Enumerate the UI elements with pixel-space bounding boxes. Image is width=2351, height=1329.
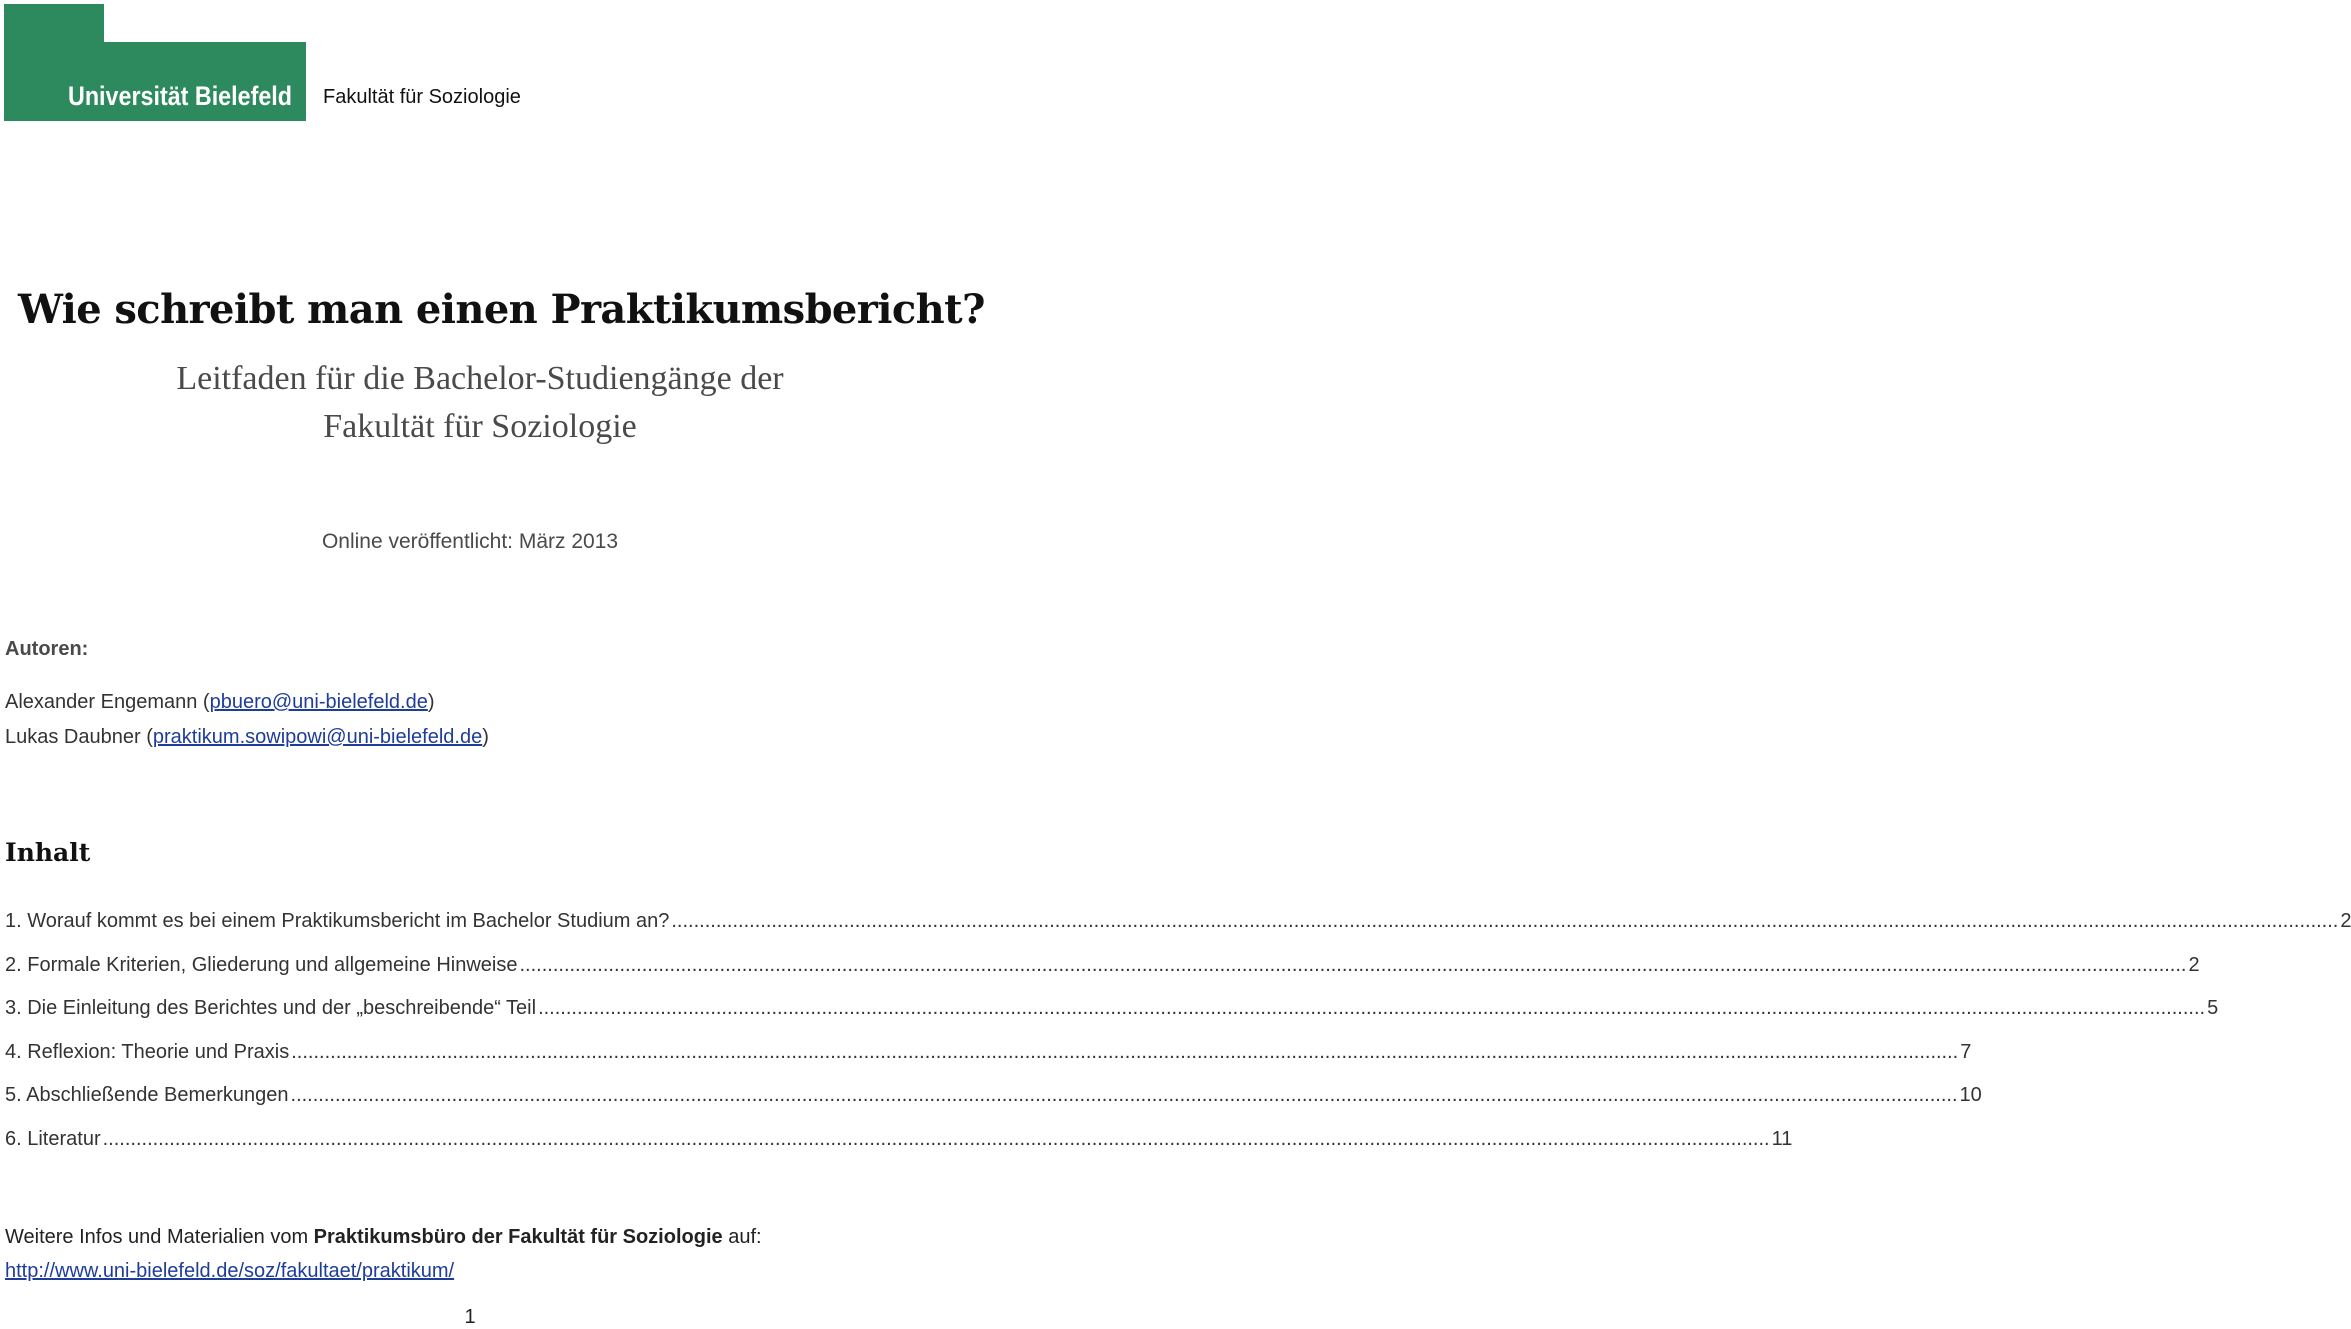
toc-entry[interactable]	[5, 953, 2200, 998]
toc-entry-page: 10	[1959, 1084, 1982, 1107]
toc-entry[interactable]	[5, 1127, 1793, 1172]
author-entry	[5, 691, 434, 714]
author-email-link[interactable]: praktikum.sowipowi@uni-bielefeld.de	[152, 726, 483, 748]
more-info-office: Praktikumsbüro der Fakultät für Soziologie	[313, 1226, 723, 1248]
toc-entry-title: 4. Reflexion: Theorie und Praxis	[5, 1040, 290, 1063]
toc-leader-dots: ............................................................................................................................................................................................................................................................................................................	[290, 1084, 1958, 1107]
university-logo	[4, 4, 306, 121]
toc-entry-title: 2. Formale Kriterien, Gliederung und allgemeine Hinweise	[5, 953, 518, 976]
publication-date: Online veröffentlicht: März 2013	[321, 530, 619, 553]
author-email-link[interactable]: pbuero@uni-bielefeld.de	[209, 691, 428, 713]
document-title: Wie schreibt man einen Praktikumsbericht?	[18, 286, 985, 333]
toc-entry-page: 2	[2340, 910, 2351, 932]
toc-entry-title: 5. Abschließende Bemerkungen	[5, 1084, 289, 1107]
toc-entry[interactable]	[5, 1040, 1972, 1085]
toc-entry-page: 7	[1960, 1040, 1972, 1063]
toc-entry-title: 6. Literatur	[5, 1127, 101, 1150]
author-name: Alexander Engemann (	[5, 691, 210, 713]
logo-wordmark: Universität Bielefeld	[68, 81, 292, 111]
toc-heading: Inhalt	[5, 838, 91, 867]
authors-heading: Autoren:	[5, 638, 89, 660]
subtitle-line-2: Fakultät für Soziologie	[323, 408, 637, 445]
toc-entry[interactable]	[5, 910, 2351, 954]
toc-leader-dots: ............................................................................................................................................................................................................................................................................................................	[291, 1040, 1959, 1063]
toc-leader-dots: ............................................................................................................................................................................................................................................................................................................	[671, 910, 2339, 932]
table-of-contents	[5, 910, 2351, 1172]
toc-entry[interactable]	[5, 1084, 1982, 1128]
author-entry	[5, 726, 489, 749]
toc-leader-dots: ............................................................................................................................................................................................................................................................................................................	[519, 953, 2187, 976]
more-info-text	[5, 1226, 762, 1249]
toc-leader-dots: ............................................................................................................................................................................................................................................................................................................	[538, 997, 2206, 1020]
subtitle-line-1: Leitfaden für die Bachelor-Studiengänge der	[176, 360, 784, 397]
toc-entry-page: 2	[2188, 953, 2200, 976]
praktikum-website-link[interactable]: http://www.uni-bielefeld.de/soz/fakultaet/praktikum/	[5, 1260, 455, 1282]
more-info-prefix: Weitere Infos und Materialien vom	[5, 1226, 314, 1248]
author-name: Lukas Daubner (	[5, 726, 153, 748]
toc-entry-title: 1. Worauf kommt es bei einem Praktikumsbericht im Bachelor Studium an?	[5, 910, 670, 932]
toc-entry-title: 3. Die Einleitung des Berichtes und der „beschreibende“ Teil	[5, 997, 537, 1020]
more-info-suffix: auf:	[722, 1226, 762, 1248]
toc-entry[interactable]	[5, 997, 2219, 1041]
faculty-header: Fakultät für Soziologie	[323, 86, 521, 108]
toc-entry-page: 11	[1771, 1127, 1793, 1150]
author-close-paren: )	[482, 726, 489, 748]
page-number: 1	[464, 1306, 476, 1328]
toc-entry-page: 5	[2207, 997, 2219, 1020]
author-close-paren: )	[427, 691, 435, 713]
toc-leader-dots: ............................................................................................................................................................................................................................................................................................................	[102, 1127, 1770, 1150]
